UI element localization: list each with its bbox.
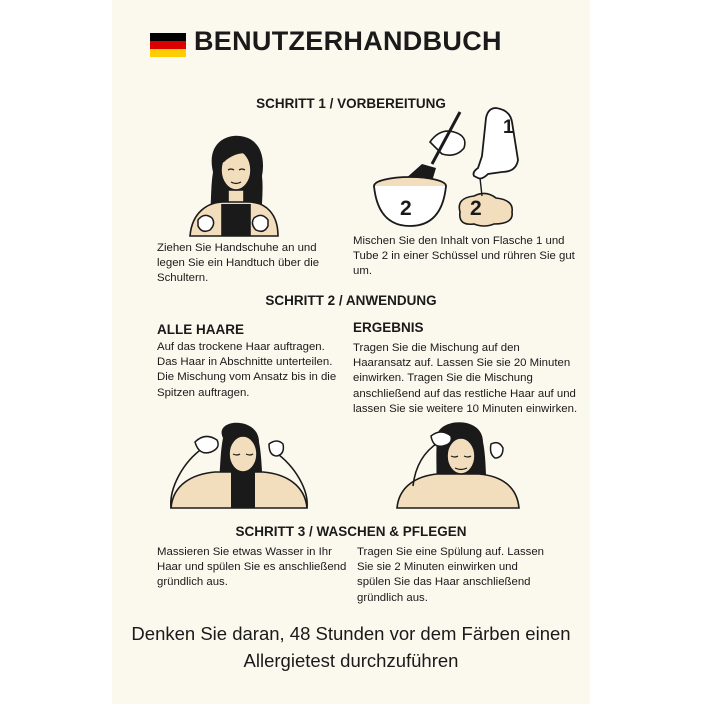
step1-left-text: Ziehen Sie Handschuhe an und legen Sie ein Handtuch über die Schultern. — [157, 242, 320, 285]
step2-left-title: ALLE HAARE — [157, 322, 244, 337]
step3-heading: SCHRITT 3 / WASCHEN & PFLEGEN — [235, 524, 467, 539]
step1-heading: SCHRITT 1 / VORBEREITUNG — [256, 96, 446, 111]
step2-right-title: ERGEBNIS — [353, 320, 424, 335]
step3-left-text: Massieren Sie etwas Wasser in Ihr Haar und spülen Sie es anschließend gründlich aus. — [157, 546, 347, 589]
bottle-number: 1 — [503, 117, 514, 138]
step2-right-text: Tragen Sie die Mischung auf den Haaransatz auf. Lassen Sie sie 20 Minuten einwirken. Tragen Sie die Mischung anschließend auf das restliche Haar auf und lassen Sie sie weitere 10 Minuten einwirken. — [353, 342, 578, 415]
page-title: BENUTZERHANDBUCH — [194, 26, 502, 56]
allergy-test-reminder: Denken Sie daran, 48 Stunden vor dem Färben einen Allergietest durchzuführen — [131, 623, 571, 671]
woman-towel-illustration — [178, 132, 288, 240]
step1-right-text: Mischen Sie den Inhalt von Flasche 1 und Tube 2 in einer Schüssel und rühren Sie gut um. — [353, 235, 575, 278]
woman-applying-hair-illustration — [163, 418, 313, 510]
puddle-number: 2 — [470, 197, 482, 220]
woman-result-illustration — [393, 416, 523, 510]
step2-heading: SCHRITT 2 / ANWENDUNG — [265, 293, 437, 308]
step3-right-text: Tragen Sie eine Spülung auf. Lassen Sie sie 2 Minuten einwirken und spülen Sie das Haar anschließend gründlich aus. — [357, 546, 545, 604]
step2-left-text: Auf das trockene Haar auftragen. Das Haar in Abschnitte unterteilen. Die Mischung vom Ansatz bis in die Spitzen auftragen. — [157, 341, 337, 399]
bowl-number: 2 — [400, 197, 412, 220]
german-flag-icon — [150, 33, 186, 57]
